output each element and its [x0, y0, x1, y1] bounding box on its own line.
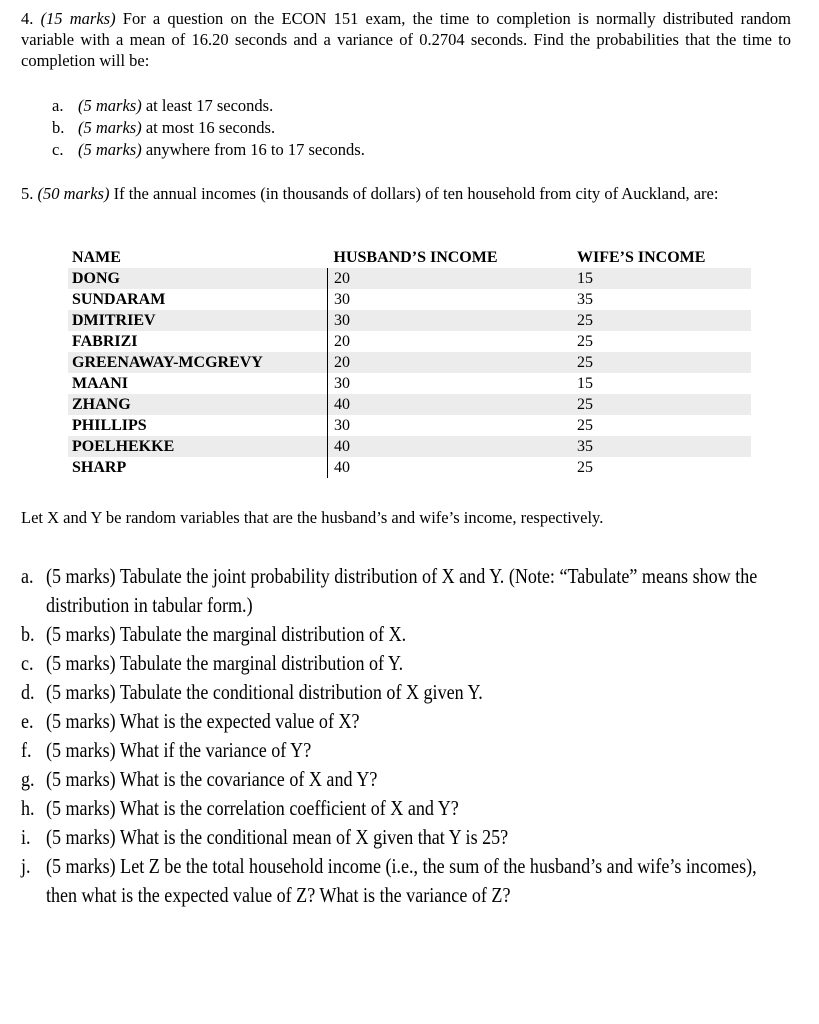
question-4 — [21, 8, 791, 71]
table-row: POELHEKKE 40 35 — [68, 436, 751, 457]
q4-part-a: a. (5 marks) at least 17 seconds. — [52, 96, 274, 115]
q5-number: 5. — [21, 184, 34, 203]
q5-parts-list — [21, 562, 786, 910]
income-table — [68, 247, 751, 478]
q5-part-i: i. (5 marks) What is the conditional mean of X given that Y is 25? — [21, 825, 509, 849]
random-variables-definition: Let X and Y be random variables that are the husband’s and wife’s income, respectively. — [21, 508, 604, 527]
table-row: SUNDARAM 30 35 — [72, 291, 593, 308]
q5-part-b: b. (5 marks) Tabulate the marginal distribution of X. — [21, 622, 407, 646]
q5-part-f: f. (5 marks) What if the variance of Y? — [21, 738, 312, 762]
table-row: ZHANG 40 25 — [68, 394, 751, 415]
q5-part-a: a. (5 marks) Tabulate the joint probability distribution of X and Y. (Note: “Tabulate” means show the distribution in tabular form.) — [21, 564, 758, 617]
table-row: GREENAWAY-MCGREVY 20 25 — [68, 352, 751, 373]
table-row: DMITRIEV 30 25 — [68, 310, 751, 331]
table-row: SHARP 40 25 — [72, 459, 593, 476]
table-row: MAANI 30 15 — [72, 375, 593, 392]
q4-part-b: b. (5 marks) at most 16 seconds. — [52, 118, 276, 137]
table-row: DONG 20 15 — [68, 268, 751, 289]
q5-part-h: h. (5 marks) What is the correlation coefficient of X and Y? — [21, 796, 459, 820]
table-row: FABRIZI 20 25 — [72, 333, 593, 350]
q5-part-c: c. (5 marks) Tabulate the marginal distribution of Y. — [21, 651, 404, 675]
q4-marks: (15 marks) — [40, 9, 116, 28]
q4-part-c: c. (5 marks) anywhere from 16 to 17 seconds. — [52, 140, 365, 159]
q4-number: 4. — [21, 9, 34, 28]
q5-part-j: j. (5 marks) Let Z be the total household income (i.e., the sum of the husband’s and wife’s incomes), then what is the expected value of Z? What is the variance of Z? — [21, 854, 757, 907]
q5-part-d: d. (5 marks) Tabulate the conditional distribution of X given Y. — [21, 680, 483, 704]
income-table-header — [68, 247, 751, 268]
header-name: NAME — [72, 249, 121, 266]
q5-part-e: e. (5 marks) What is the expected value of X? — [21, 709, 360, 733]
q5-part-g: g. (5 marks) What is the covariance of X and Y? — [21, 767, 378, 791]
question-5 — [21, 183, 791, 204]
q5-marks: (50 marks) — [37, 184, 110, 203]
header-husband-income: HUSBAND’S INCOME — [333, 249, 498, 266]
q4-text: For a question on the ECON 151 exam, the time to completion is normally distributed random variable with a mean of 16.20 seconds and a variance of 0.2704 seconds. Find the probabilities that the time to completion will be: — [21, 9, 791, 70]
q5-text: If the annual incomes (in thousands of dollars) of ten household from city of Auckland, are: — [109, 184, 719, 203]
header-wife-income: WIFE’S INCOME — [577, 249, 706, 266]
table-row: PHILLIPS 30 25 — [72, 417, 593, 434]
